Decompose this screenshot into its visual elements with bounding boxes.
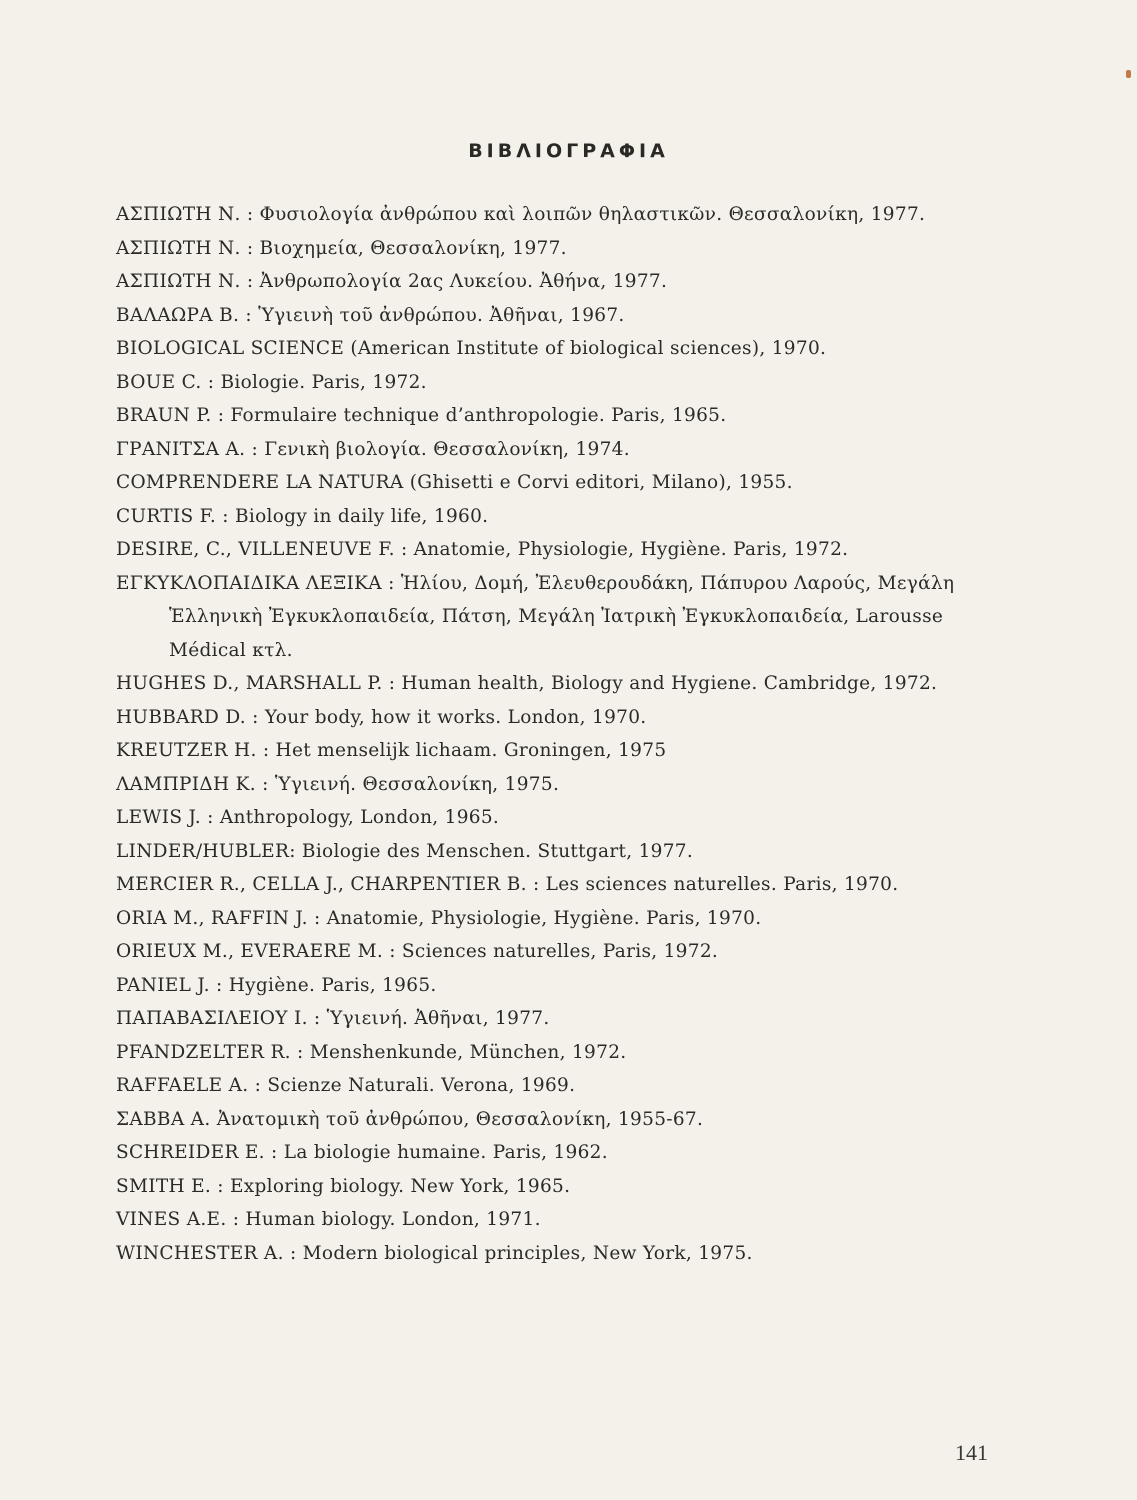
bibliography-entry: PANIEL J. : Hygiène. Paris, 1965. [116, 974, 437, 996]
bibliography-entry: BOUE C. : Biologie. Paris, 1972. [116, 371, 427, 393]
bibliography-entry: LEWIS J. : Anthropology, London, 1965. [116, 807, 500, 828]
bibliography-entry: ΑΣΠΙΩΤΗ Ν. : Βιοχημεία, Θεσσαλονίκη, 1977. [116, 237, 567, 259]
bibliography-entry: SCHREIDER E. : La biologie humaine. Paris, 1962. [116, 1142, 608, 1163]
bibliography-entry: ΑΣΠΙΩΤΗ Ν. : Φυσιολογία ἀνθρώπου καὶ λοιπῶν θηλαστικῶν. Θεσσαλονίκη, 1977. [116, 204, 926, 225]
bibliography-entry: DESIRE, C., VILLENEUVE F. : Anatomie, Physiologie, Hygiène. Paris, 1972. [116, 539, 849, 560]
bibliography-entry: MERCIER R., CELLA J., CHARPENTIER B. : Les sciences naturelles. Paris, 1970. [116, 874, 899, 895]
bibliography-entry: SMITH E. : Exploring biology. New York, 1965. [116, 1175, 571, 1197]
bibliography-entry: WINCHESTER A. : Modern biological principles, New York, 1975. [116, 1242, 753, 1264]
page-corner-mark [1126, 70, 1131, 78]
bibliography-entry: BRAUN P. : Formulaire technique d’anthropologie. Paris, 1965. [116, 405, 727, 426]
bibliography-entry: ΓΡΑΝΙΤΣΑ Α. : Γενικὴ βιολογία. Θεσσαλονίκη, 1974. [116, 438, 630, 460]
page-number: 141 [955, 1440, 988, 1465]
bibliography-entry: ΛΑΜΠΡΙΔΗ Κ. : Ὑγιεινή. Θεσσαλονίκη, 1975. [116, 773, 560, 795]
bibliography-entry: PFANDZELTER R. : Menshenkunde, München, 1972. [116, 1041, 627, 1063]
bibliography-list [116, 198, 1016, 1270]
bibliography-entry: ΒΑΛΑΩΡΑ Β. : Ὑγιεινὴ τοῦ ἀνθρώπου. Ἀθῆναι, 1967. [116, 304, 625, 326]
bibliography-entry: ΑΣΠΙΩΤΗ Ν. : Ἀνθρωπολογία 2ας Λυκείου. Ἀθήνα, 1977. [116, 271, 668, 292]
bibliography-entry: ΣΑΒΒΑ Α. Ἀνατομικὴ τοῦ ἀνθρώπου, Θεσσαλονίκη, 1955-67. [116, 1108, 704, 1130]
bibliography-entry: ORIA M., RAFFIN J. : Anatomie, Physiologie, Hygiène. Paris, 1970. [116, 907, 762, 929]
bibliography-entry: ORIEUX M., EVERAERE M. : Sciences naturelles, Paris, 1972. [116, 941, 719, 962]
bibliography-entry: KREUTZER H. : Het menselijk lichaam. Groningen, 1975 [116, 740, 667, 761]
page-title: ΒΙΒΛΙΟΓΡΑΦΙΑ [468, 140, 669, 162]
bibliography-entry: HUBBARD D. : Your body, how it works. London, 1970. [116, 706, 647, 728]
bibliography-entry: COMPRENDERE LA NATURA (Ghisetti e Corvi editori, Milano), 1955. [116, 472, 793, 493]
bibliography-entry: RAFFAELE A. : Scienze Naturali. Verona, 1969. [116, 1075, 576, 1096]
bibliography-entry: BIOLOGICAL SCIENCE (American Institute of biological sciences), 1970. [116, 338, 827, 359]
bibliography-entry: ΠΑΠΑΒΑΣΙΛΕΙΟΥ Ι. : Ὑγιεινή. Ἀθῆναι, 1977. [116, 1008, 550, 1029]
bibliography-entry: CURTIS F. : Biology in daily life, 1960. [116, 505, 489, 527]
bibliography-entry: VINES A.E. : Human biology. London, 1971. [116, 1209, 541, 1230]
bibliography-entry: HUGHES D., MARSHALL P. : Human health, Biology and Hygiene. Cambridge, 1972. [116, 673, 938, 694]
bibliography-entry: ΕΓΚΥΚΛΟΠΑΙΔΙΚΑ ΛΕΞΙΚΑ : Ἡλίου, Δομή, Ἐλευθερουδάκη, Πάπυρου Λαρούς, Μεγάλη Ἑλληνικὴ Ἐγκυκλοπαιδεία, Πάτση, Μεγάλη Ἰατρικὴ Ἐγκυκλοπαιδεία, Larousse Médical κτλ. [116, 572, 955, 661]
bibliography-entry: LINDER/HUBLER: Biologie des Menschen. Stuttgart, 1977. [116, 840, 694, 862]
